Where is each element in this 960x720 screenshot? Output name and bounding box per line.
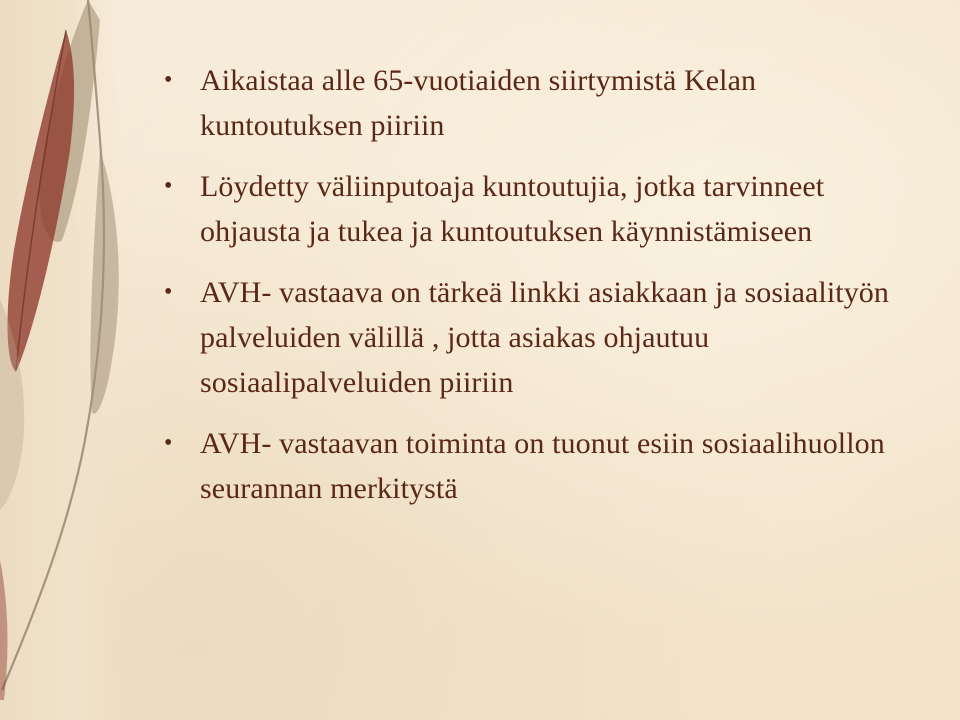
slide-content [150, 58, 910, 527]
bullet-item [150, 421, 910, 511]
bullet-list [150, 58, 910, 511]
bullet-text: AVH- vastaavan toiminta on tuonut esiin sosiaalihuollon seurannan merkitystä [200, 427, 885, 505]
bullet-text: Löydetty väliinputoaja kuntoutujia, jotka tarvinneet ohjausta ja tukea ja kuntoutuksen käynnistämiseen [200, 170, 825, 248]
bullet-dot-icon: • [164, 430, 173, 456]
bullet-item [150, 270, 910, 405]
bullet-dot-icon: • [164, 279, 173, 305]
bullet-item [150, 164, 910, 254]
bullet-text: Aikaistaa alle 65-vuotiaiden siirtymistä Kelan kuntoutuksen piiriin [200, 64, 757, 142]
bullet-text: AVH- vastaava on tärkeä linkki asiakkaan ja sosiaalityön palveluiden välillä , jotta asiakas ohjautuu sosiaalipalveluiden piiriin [200, 276, 890, 399]
bullet-item [150, 58, 910, 148]
bullet-dot-icon: • [164, 173, 173, 199]
bullet-dot-icon: • [164, 67, 173, 93]
